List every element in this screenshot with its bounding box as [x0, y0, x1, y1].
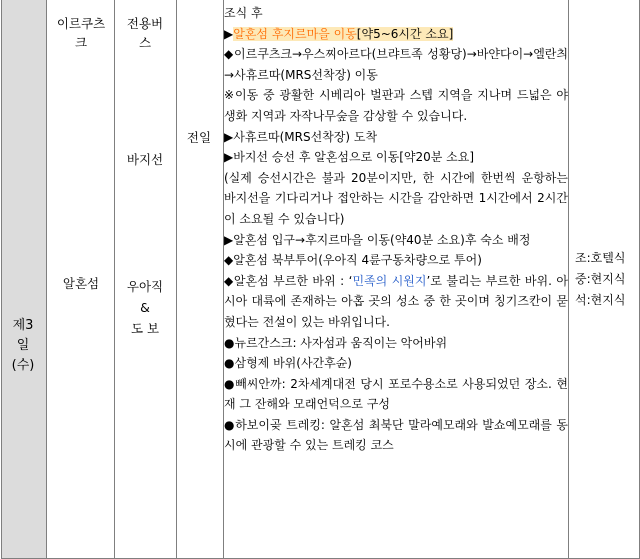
schedule-detail-cell — [224, 0, 569, 559]
meal-cell — [569, 0, 640, 559]
meal-lunch: 중:현지식 — [575, 271, 626, 286]
detail-line: ▶바지선 승선 후 알혼섬으로 이동[약20분 소요] — [224, 150, 475, 165]
detail-line: ※이동 중 광활한 시베리아 벌판과 스텝 지역을 지나며 드넓은 야생화 지역과 자작나무숲을 감상할 수 있습니다. — [224, 88, 568, 123]
meal-breakfast: 조:호텔식 — [575, 250, 626, 265]
time-label: 전일 — [186, 130, 212, 145]
detail-line: (실제 승선시간은 불과 20분이지만, 한 시간에 한번씩 운항하는 바지선을 기다리거나 접안하는 시간을 감안하면 1시간에서 2시간이 소요될 수 있습니다) — [224, 170, 568, 226]
detail-line: ▶알혼섬 후지르마을 이동[약5~6시간 소요] — [224, 26, 454, 41]
detail-line: ◆이르쿠츠크→우스찌아르다(브랴트족 성황당)→바얀다이→엘란츼→사휴르따(MRS선착장) 이동 — [224, 47, 568, 82]
detail-line: ●빼씨안까: 2차세계대전 당시 포로수용소로 사용되었던 장소. 현재 그 잔해와 모래언덕으로 구성 — [224, 376, 568, 412]
detail-line: ◆알혼섬 부르한 바위 : ‘민족의 시원지’로 불리는 부르한 바위. 아시아 대륙에 존재하는 아홉 곳의 성소 중 한 곳이며 칭기즈칸이 묻혔다는 전설이 있는 바위입니다. — [224, 273, 568, 329]
day-cell — [2, 0, 47, 559]
detail-line: ●뉴르간스크: 사자섬과 움직이는 악어바위 — [224, 335, 448, 350]
transport-barge: 바지선 — [126, 152, 164, 167]
day-label: 제3 일 (수) — [11, 318, 35, 373]
transport-bus: 전용버 스 — [126, 16, 164, 50]
city-olkhon: 알혼섬 — [62, 276, 100, 291]
meal-dinner: 석:현지식 — [575, 292, 626, 307]
detail-line: ▶알혼섬 입구→후지르마을 이동(약40분 소요)후 숙소 배정 — [224, 232, 531, 247]
detail-line: 조식 후 — [224, 6, 263, 20]
transport-uaz-walk: 우아직 & 도 보 — [126, 279, 164, 336]
time-cell — [177, 0, 224, 559]
detail-line: ▶사휴르따(MRS선착장) 도착 — [224, 129, 378, 144]
city-irkutsk: 이르쿠츠 크 — [56, 16, 106, 50]
detail-line: ◆알혼섬 북부투어(우아직 4륜구동차량으로 투어) — [224, 253, 482, 268]
detail-line: ●하보이곶 트레킹: 알혼섬 최북단 말라예모래와 발쇼예모래를 동시에 관광할 수 있는 트레킹 코스 — [224, 417, 568, 453]
detail-line: ●삼형제 바위(사간후슌) — [224, 356, 352, 371]
